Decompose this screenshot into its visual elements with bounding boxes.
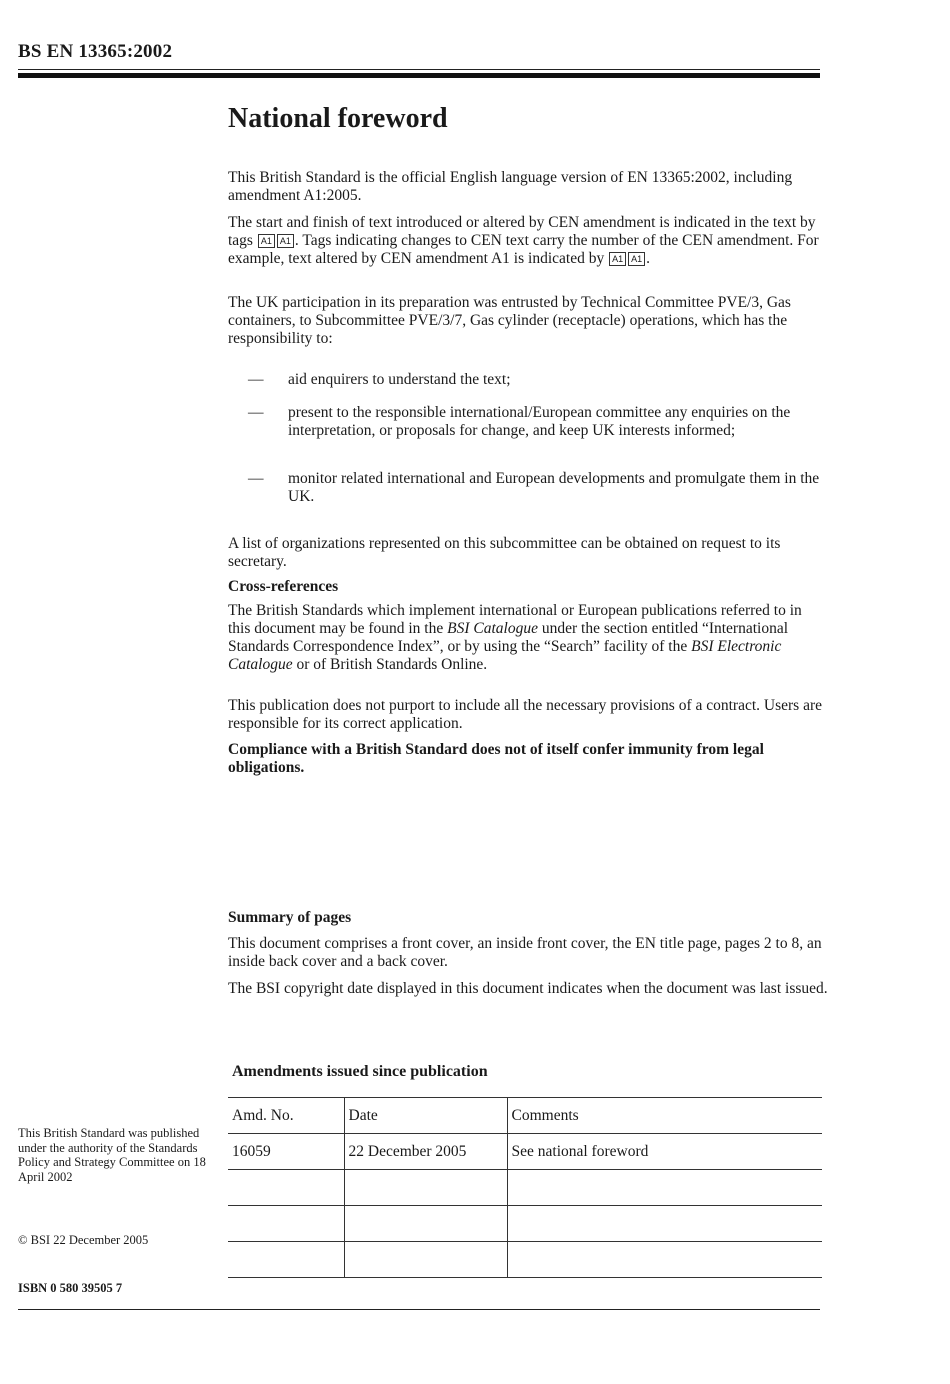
compliance-statement: Compliance with a British Standard does not of itself confer immunity from legal obligations. (228, 741, 764, 776)
header-cell: Date (344, 1098, 507, 1134)
list-dash: — (248, 404, 264, 421)
amendments-table (228, 1097, 822, 1278)
list-dash: — (248, 371, 264, 388)
tags-text-2: . Tags indicating changes to CEN text carry the number of the CEN amendment. For example, text altered by CEN amendment A1 is indicated by (228, 232, 819, 267)
tags-text-3: . (646, 250, 650, 267)
xref-text-1: The British Standards which implement international or European publications referred to in this document may be found in the (228, 602, 802, 637)
amendments-title: Amendments issued since publication (232, 1063, 488, 1080)
table-cell: See national foreword (507, 1134, 822, 1170)
table-cell: 22 December 2005 (344, 1134, 507, 1170)
amendment-tag-open-icon: A1 (258, 234, 275, 248)
table-cell: 16059 (228, 1134, 344, 1170)
table-row (228, 1242, 822, 1278)
intro-paragraph: This British Standard is the official English language version of EN 13365:2002, including amendment A1:2005. (228, 169, 793, 204)
header-rule-thin (18, 69, 820, 70)
tags-text-1: The start and finish of text introduced or altered by CEN amendment is indicated in the text by tags (228, 214, 816, 249)
table-cell (507, 1242, 822, 1278)
isbn: ISBN 0 580 39505 7 (18, 1281, 123, 1295)
footer-rule (18, 1309, 820, 1310)
document-id: BS EN 13365:2002 (18, 41, 173, 62)
table-cell (344, 1206, 507, 1242)
xref-text-3: or of British Standards Online. (292, 656, 488, 673)
copyright-date-paragraph: The BSI copyright date displayed in this document indicates when the document was last issued. (228, 980, 828, 997)
summary-paragraph: This document comprises a front cover, an inside front cover, the EN title page, pages 2 to 8, an inside back cover and a back cover. (228, 935, 822, 970)
summary-heading: Summary of pages (228, 909, 352, 926)
header-rule-thick (18, 73, 820, 78)
bsi-catalogue-title: BSI Catalogue (447, 620, 538, 637)
page-title: National foreword (228, 103, 448, 134)
cross-references-heading: Cross-references (228, 578, 339, 595)
list-item: aid enquirers to understand the text; (288, 371, 511, 388)
publication-authority-note: This British Standard was published under the authority of the Standards Policy and Strategy Committee on 18 April 2002 (18, 1126, 206, 1184)
list-item: monitor related international and European developments and promulgate them in the UK. (288, 470, 820, 505)
table-row (228, 1206, 822, 1242)
tags-paragraph (228, 214, 828, 268)
table-cell (507, 1206, 822, 1242)
list-dash: — (248, 470, 264, 487)
amendment-tag-close-icon: A1 (277, 234, 294, 248)
list-item: present to the responsible international/European committee any enquiries on the interpretation, or proposals for change, and keep UK interests informed; (288, 404, 791, 439)
table-cell (344, 1242, 507, 1278)
table-header-row (228, 1098, 822, 1134)
cross-references-paragraph (228, 602, 828, 674)
participation-paragraph: The UK participation in its preparation was entrusted by Technical Committee PVE/3, Gas containers, to Subcommittee PVE/3/7, Gas cylinder (receptacle) operations, which has the responsibility to: (228, 294, 791, 347)
organizations-paragraph: A list of organizations represented on this subcommittee can be obtained on request to its secretary. (228, 535, 781, 570)
bsi-electronic-catalogue-title: BSI Electronic Catalogue (228, 638, 782, 673)
table-cell (507, 1170, 822, 1206)
table-cell (228, 1170, 344, 1206)
amendment-tag-close-icon: A1 (628, 252, 645, 266)
copyright-note: © BSI 22 December 2005 (18, 1233, 149, 1247)
amendment-tag-open-icon: A1 (609, 252, 626, 266)
header-cell: Comments (507, 1098, 822, 1134)
table-cell (228, 1206, 344, 1242)
xref-text-2: under the section entitled “International Standards Correspondence Index”, or by using the “Search” facility of the (228, 620, 789, 655)
table-row (228, 1170, 822, 1206)
table-cell (344, 1170, 507, 1206)
contract-paragraph: This publication does not purport to include all the necessary provisions of a contract. Users are responsible for its correct application. (228, 697, 823, 732)
table-cell (228, 1242, 344, 1278)
table-row (228, 1134, 822, 1170)
header-cell: Amd. No. (228, 1098, 344, 1134)
